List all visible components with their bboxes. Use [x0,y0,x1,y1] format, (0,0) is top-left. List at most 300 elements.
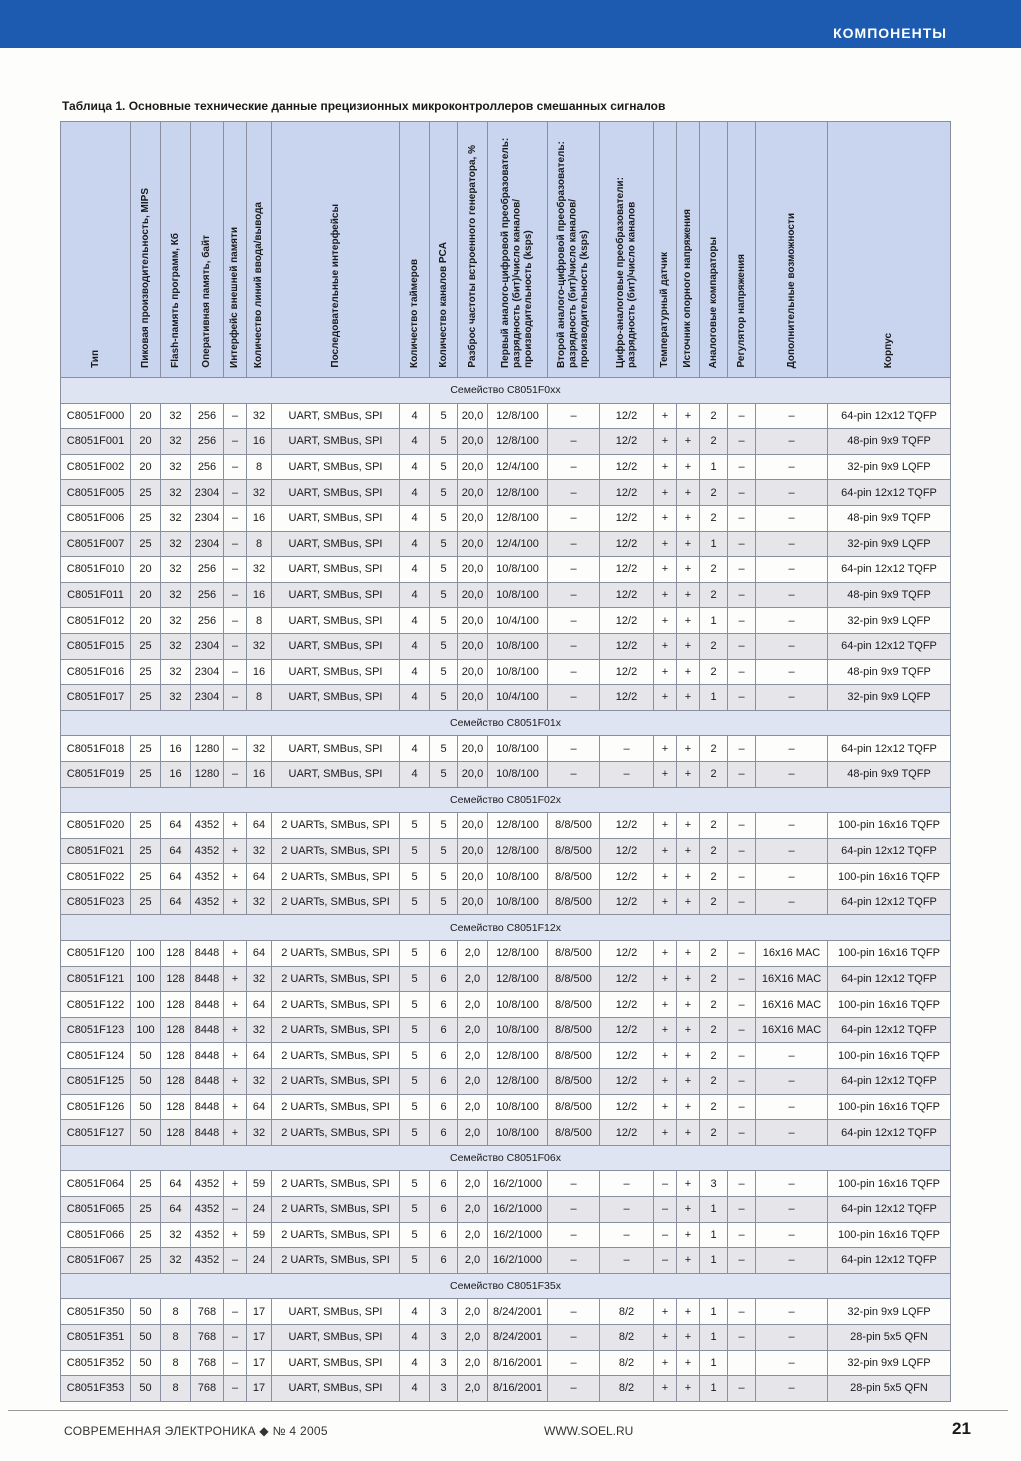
table-cell: 2304 [191,633,224,659]
table-cell: – [548,1222,600,1248]
table-cell: 10/8/100 [488,633,548,659]
table-cell: – [756,685,828,711]
table-cell: – [548,633,600,659]
table-cell: C8051F350 [61,1299,131,1325]
table-cell: – [654,1222,677,1248]
table-cell: 2,0 [458,1017,488,1043]
table-row [61,864,951,890]
table-cell: 4 [400,608,430,634]
table-cell: – [728,1222,756,1248]
table-cell: 64-pin 12x12 TQFP [828,889,951,915]
table-cell: 59 [247,1171,272,1197]
table-cell: – [756,608,828,634]
table-cell: + [654,1350,677,1376]
table-cell: + [677,992,700,1018]
column-header [191,122,224,378]
table-cell: 25 [131,1222,161,1248]
table-cell: 25 [131,761,161,787]
table-cell: 2 [700,813,728,839]
column-header [600,122,654,378]
table-cell: + [677,736,700,762]
table-cell: – [728,454,756,480]
table-cell: 25 [131,505,161,531]
table-cell: 10/8/100 [488,582,548,608]
table-cell: 28-pin 5x5 QFN [828,1324,951,1350]
table-cell: C8051F007 [61,531,131,557]
table-cell: 2 [700,480,728,506]
table-cell: 2 [700,966,728,992]
table-row [61,403,951,429]
table-cell: 4 [400,633,430,659]
family-title: Семейство C8051F0xx [61,378,951,404]
table-cell: 20,0 [458,889,488,915]
table-cell: 2,0 [458,941,488,967]
table-cell: – [728,1197,756,1223]
table-cell: 20,0 [458,736,488,762]
table-cell: 20,0 [458,429,488,455]
table-cell: 12/2 [600,1043,654,1069]
column-header [488,122,548,378]
table-cell: 8/8/500 [548,992,600,1018]
table-cell: 4 [400,531,430,557]
table-cell: – [756,889,828,915]
table-cell: – [548,1299,600,1325]
table-cell: C8051F122 [61,992,131,1018]
table-cell: 20,0 [458,582,488,608]
table-cell: 4 [400,659,430,685]
table-cell: C8051F121 [61,966,131,992]
table-cell: 32 [161,633,191,659]
table-cell: 2,0 [458,1299,488,1325]
table-cell: C8051F019 [61,761,131,787]
column-header-label: Регулятор напряжения [735,254,747,368]
table-cell: 10/8/100 [488,736,548,762]
table-cell: + [677,557,700,583]
table-cell: 64 [247,941,272,967]
table-cell: 8/8/500 [548,813,600,839]
table-cell: C8051F125 [61,1069,131,1095]
table-cell: + [677,1171,700,1197]
table-cell: 6 [430,1043,458,1069]
table-cell: 1 [700,454,728,480]
table-cell: C8051F067 [61,1248,131,1274]
column-header-label: Второй аналого-цифровой преобразователь: разрядность (бит)/число каналов/производительность (ksps) [556,141,591,368]
table-cell: 128 [161,1094,191,1120]
table-cell: 8/8/500 [548,1017,600,1043]
table-cell: – [728,480,756,506]
table-cell: 12/8/100 [488,941,548,967]
table-cell: + [677,761,700,787]
table-cell: 48-pin 9x9 TQFP [828,582,951,608]
table-cell: – [728,1299,756,1325]
table-cell: 20 [131,429,161,455]
family-title: Семейство C8051F35x [61,1273,951,1299]
table-cell: 2 [700,838,728,864]
table-cell: 10/4/100 [488,608,548,634]
table-cell: 768 [191,1299,224,1325]
table-cell: 32 [247,480,272,506]
table-row [61,1171,951,1197]
table-cell: 25 [131,838,161,864]
table-cell: – [600,736,654,762]
table-cell: – [728,429,756,455]
table-cell: 12/8/100 [488,1069,548,1095]
table-cell: + [654,608,677,634]
table-cell: 2,0 [458,1120,488,1146]
table-cell: – [756,659,828,685]
table-row [61,1094,951,1120]
table-cell: 20,0 [458,659,488,685]
table-row [61,480,951,506]
table-cell: – [756,1376,828,1402]
table-cell: + [654,531,677,557]
table-cell: 2 UARTs, SMBus, SPI [272,966,400,992]
table-cell: 64-pin 12x12 TQFP [828,403,951,429]
table-cell: – [728,1120,756,1146]
table-cell: 4 [400,582,430,608]
table-cell: 20,0 [458,531,488,557]
table-cell: + [677,531,700,557]
table-cell: 8 [161,1324,191,1350]
table-cell: 100-pin 16x16 TQFP [828,1043,951,1069]
table-cell: 2 UARTs, SMBus, SPI [272,1017,400,1043]
table-cell: 6 [430,992,458,1018]
table-cell: – [728,1043,756,1069]
table-row [61,1197,951,1223]
table-cell: 8/8/500 [548,838,600,864]
table-cell: 5 [430,480,458,506]
table-cell: – [756,1171,828,1197]
table-cell: 12/2 [600,659,654,685]
header-bar [0,0,1021,48]
table-cell: – [224,1376,247,1402]
table-cell: 8/8/500 [548,966,600,992]
table-cell: 10/8/100 [488,1017,548,1043]
table-cell: 8/8/500 [548,1094,600,1120]
table-cell: 32-pin 9x9 LQFP [828,608,951,634]
table-cell: 256 [191,582,224,608]
family-row [61,378,951,404]
table-cell: 16/2/1000 [488,1197,548,1223]
table-cell: – [548,1324,600,1350]
table-cell: + [677,429,700,455]
table-cell: 32 [161,659,191,685]
table-cell: 50 [131,1094,161,1120]
table-cell: 64 [247,992,272,1018]
table-cell: + [677,480,700,506]
table-cell: – [548,480,600,506]
table-cell: 4 [400,557,430,583]
table-cell: 4352 [191,1248,224,1274]
table-cell: – [728,1069,756,1095]
table-caption: Таблица 1. Основные технические данные прецизионных микроконтроллеров смешанных сигналов [62,99,666,113]
table-cell: 12/2 [600,531,654,557]
table-cell: – [548,685,600,711]
table-row [61,1350,951,1376]
table-cell: 12/2 [600,966,654,992]
table-cell: 8448 [191,1120,224,1146]
table-cell: UART, SMBus, SPI [272,403,400,429]
table-cell: UART, SMBus, SPI [272,1324,400,1350]
table-cell: 2 UARTs, SMBus, SPI [272,941,400,967]
table-cell: 17 [247,1324,272,1350]
table-cell: + [224,966,247,992]
table-cell: 5 [430,531,458,557]
table-cell: 2,0 [458,1248,488,1274]
table-cell: 100 [131,992,161,1018]
table-cell: 64-pin 12x12 TQFP [828,736,951,762]
table-cell: 32 [161,685,191,711]
table-cell: 12/2 [600,505,654,531]
column-header [131,122,161,378]
table-cell: 64-pin 12x12 TQFP [828,1017,951,1043]
table-cell: 128 [161,1069,191,1095]
table-cell: + [654,864,677,890]
table-cell: 2 [700,582,728,608]
table-cell: + [677,659,700,685]
table-cell: – [728,838,756,864]
table-cell: 32-pin 9x9 LQFP [828,454,951,480]
table-cell: – [600,1197,654,1223]
table-cell: + [677,685,700,711]
table-cell: 64 [161,838,191,864]
table-cell: 20,0 [458,403,488,429]
table-cell: 8/8/500 [548,864,600,890]
table-cell: – [756,864,828,890]
table-cell: 50 [131,1324,161,1350]
table-cell: 2 UARTs, SMBus, SPI [272,889,400,915]
table-cell: 2304 [191,531,224,557]
table-cell: 10/8/100 [488,557,548,583]
column-header [247,122,272,378]
column-header [756,122,828,378]
table-cell: + [654,1120,677,1146]
table-row [61,761,951,787]
table-cell: C8051F012 [61,608,131,634]
table-cell: 100-pin 16x16 TQFP [828,941,951,967]
column-header-label: Дополнительные возможности [785,212,797,368]
table-cell: 64-pin 12x12 TQFP [828,480,951,506]
table-cell: 32 [161,454,191,480]
table-row [61,1017,951,1043]
table-cell: – [728,608,756,634]
table-cell: 5 [400,941,430,967]
table-cell: 2 [700,1120,728,1146]
table-cell: – [224,1324,247,1350]
table-cell: 2,0 [458,1043,488,1069]
table-cell: + [654,838,677,864]
table-cell: + [654,505,677,531]
table-cell: – [756,838,828,864]
table-cell: 768 [191,1324,224,1350]
table-cell: 4352 [191,1222,224,1248]
table-cell: + [654,1376,677,1402]
table-cell: 12/2 [600,864,654,890]
column-header [224,122,247,378]
table-cell: – [548,1350,600,1376]
table-cell: UART, SMBus, SPI [272,531,400,557]
table-cell: 12/8/100 [488,838,548,864]
table-cell: – [756,531,828,557]
table-cell: 20,0 [458,633,488,659]
table-cell: 64 [161,1171,191,1197]
table-cell: 16 [161,736,191,762]
table-cell: 12/2 [600,1094,654,1120]
table-cell: 20,0 [458,608,488,634]
table-cell: 6 [430,966,458,992]
table-cell: + [224,838,247,864]
table-cell: 2304 [191,505,224,531]
table-cell: – [728,864,756,890]
table-cell: + [654,582,677,608]
table-cell: 8448 [191,1094,224,1120]
table-cell: 25 [131,889,161,915]
table-cell: 16X16 MAC [756,992,828,1018]
table-cell: 64 [161,813,191,839]
table-cell: 2 UARTs, SMBus, SPI [272,838,400,864]
table-cell: + [677,1043,700,1069]
column-header [430,122,458,378]
table-cell: 128 [161,1043,191,1069]
table-cell: – [728,761,756,787]
table-cell: – [548,429,600,455]
table-cell: 12/2 [600,480,654,506]
table-cell: – [224,429,247,455]
table-cell: – [756,1043,828,1069]
table-cell: C8051F127 [61,1120,131,1146]
table-cell: 10/8/100 [488,889,548,915]
table-cell: 1 [700,1248,728,1274]
table-cell: 5 [430,633,458,659]
table-cell: 64-pin 12x12 TQFP [828,633,951,659]
table-cell: 8448 [191,1043,224,1069]
table-cell: 1 [700,685,728,711]
table-cell: – [224,761,247,787]
table-cell: 2 UARTs, SMBus, SPI [272,864,400,890]
table-cell: C8051F020 [61,813,131,839]
table-cell: 28-pin 5x5 QFN [828,1376,951,1402]
table-cell: 8448 [191,1069,224,1095]
table-cell: 5 [430,736,458,762]
table-cell: – [654,1248,677,1274]
table-cell: 1280 [191,736,224,762]
table-cell: – [756,557,828,583]
table-cell: 25 [131,531,161,557]
table-cell: C8051F065 [61,1197,131,1223]
table-cell: 12/8/100 [488,505,548,531]
table-cell: 64 [161,889,191,915]
table-cell: 5 [400,1069,430,1095]
table-cell: – [654,1171,677,1197]
table-cell: 5 [430,864,458,890]
table-cell: + [654,992,677,1018]
table-cell: + [224,1094,247,1120]
table-header-row [61,122,951,378]
table-cell: + [224,1017,247,1043]
table-cell: 32 [161,582,191,608]
table-cell: 20,0 [458,761,488,787]
table-cell: + [654,736,677,762]
table-cell: + [677,505,700,531]
table-cell: – [224,505,247,531]
table-cell: 8/24/2001 [488,1299,548,1325]
table-cell: + [677,1094,700,1120]
family-title: Семейство C8051F02x [61,787,951,813]
table-cell: 10/4/100 [488,685,548,711]
table-cell: 12/2 [600,813,654,839]
table-cell: 64-pin 12x12 TQFP [828,966,951,992]
table-cell: 8/8/500 [548,889,600,915]
table-cell: 2,0 [458,1069,488,1095]
table-cell: 32 [161,505,191,531]
table-cell: C8051F126 [61,1094,131,1120]
table-cell: – [756,480,828,506]
table-row [61,557,951,583]
table-cell: 32 [247,1069,272,1095]
table-cell: 5 [400,1248,430,1274]
table-cell: 5 [430,813,458,839]
table-cell: 1 [700,1222,728,1248]
table-cell: – [224,736,247,762]
table-cell: 12/8/100 [488,966,548,992]
table-cell: 8/2 [600,1350,654,1376]
table-cell: 12/2 [600,1069,654,1095]
table-cell: 100-pin 16x16 TQFP [828,1171,951,1197]
table-cell: – [728,1017,756,1043]
table-cell: 5 [430,889,458,915]
table-cell: – [728,633,756,659]
table-cell: 64-pin 12x12 TQFP [828,1197,951,1223]
table-row [61,941,951,967]
table-cell: + [224,1171,247,1197]
table-cell: 4 [400,761,430,787]
table-cell: – [548,608,600,634]
table-cell: 25 [131,736,161,762]
table-cell: UART, SMBus, SPI [272,736,400,762]
table-cell: + [677,1324,700,1350]
table-cell: 6 [430,941,458,967]
table-cell: 2 [700,1094,728,1120]
table-cell: 32-pin 9x9 LQFP [828,1299,951,1325]
table-row [61,966,951,992]
family-row [61,1145,951,1171]
table-cell: 20,0 [458,454,488,480]
column-header-label: Первый аналого-цифровой преобразователь: разрядность (бит)/число каналов/производительность (ksps) [500,137,535,368]
table-cell: – [728,992,756,1018]
table-row [61,582,951,608]
table-cell: 2,0 [458,1376,488,1402]
table-cell: – [728,531,756,557]
table-cell: 5 [400,1222,430,1248]
table-cell: 6 [430,1197,458,1223]
table-cell: 48-pin 9x9 TQFP [828,659,951,685]
table-cell: 20 [131,454,161,480]
table-cell: 2304 [191,685,224,711]
table-cell: 8/24/2001 [488,1324,548,1350]
table-cell: 64-pin 12x12 TQFP [828,1120,951,1146]
table-cell: + [654,1069,677,1095]
table-cell: – [756,736,828,762]
table-cell: 25 [131,659,161,685]
column-header-label: Аналоговые компараторы [707,236,719,368]
footer-url[interactable]: WWW.SOEL.RU [544,1424,634,1438]
table-cell: 5 [430,505,458,531]
table-cell: 100-pin 16x16 TQFP [828,1094,951,1120]
table-cell: – [224,1299,247,1325]
column-header-label: Пиковая производительность, MIPS [139,188,151,368]
table-cell: 64-pin 12x12 TQFP [828,1248,951,1274]
table-cell: – [548,1248,600,1274]
